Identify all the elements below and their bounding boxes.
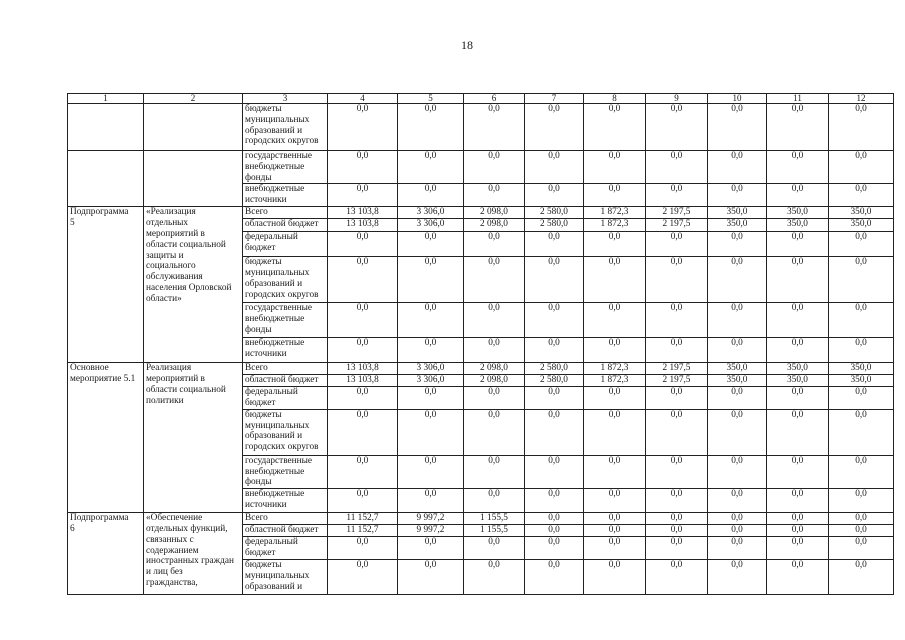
value-cell: 0,0 (646, 525, 708, 537)
value-cell: 0,0 (525, 387, 584, 410)
value-cell: 0,0 (829, 151, 894, 184)
funding-source-cell: бюджеты муниципальных образований и городских округов (243, 409, 328, 455)
value-cell: 0,0 (398, 184, 464, 207)
value-cell: 0,0 (525, 232, 584, 257)
value-cell: 0,0 (328, 232, 398, 257)
value-cell: 0,0 (708, 409, 767, 455)
value-cell: 0,0 (328, 536, 398, 559)
value-cell: 0,0 (646, 232, 708, 257)
funding-source-cell: государственные внебюджетные фонды (243, 303, 328, 338)
value-cell: 0,0 (464, 559, 525, 594)
value-cell: 0,0 (398, 409, 464, 455)
value-cell: 0,0 (525, 104, 584, 151)
value-cell: 13 103,8 (328, 363, 398, 375)
value-cell: 0,0 (646, 489, 708, 513)
value-cell: 0,0 (708, 387, 767, 410)
value-cell: 0,0 (829, 232, 894, 257)
value-cell: 3 306,0 (398, 363, 464, 375)
value-cell: 0,0 (328, 303, 398, 338)
value-cell: 0,0 (584, 455, 646, 488)
value-cell: 2 197,5 (646, 363, 708, 375)
value-cell: 0,0 (464, 536, 525, 559)
value-cell: 3 306,0 (398, 207, 464, 219)
value-cell: 0,0 (328, 104, 398, 151)
value-cell: 13 103,8 (328, 219, 398, 232)
funding-source-cell: областной бюджет (243, 525, 328, 537)
value-cell: 350,0 (767, 207, 829, 219)
value-cell: 0,0 (767, 513, 829, 525)
value-cell: 1 872,3 (584, 363, 646, 375)
value-cell: 0,0 (767, 387, 829, 410)
program-name-cell (144, 151, 243, 207)
funding-source-cell: Всего (243, 363, 328, 375)
value-cell: 0,0 (646, 513, 708, 525)
value-cell: 0,0 (464, 387, 525, 410)
value-cell: 0,0 (328, 151, 398, 184)
value-cell: 0,0 (525, 513, 584, 525)
value-cell: 0,0 (708, 513, 767, 525)
program-code-cell (68, 104, 144, 151)
budget-table (67, 93, 894, 595)
value-cell: 0,0 (525, 536, 584, 559)
value-cell: 0,0 (328, 409, 398, 455)
value-cell: 2 098,0 (464, 363, 525, 375)
value-cell: 0,0 (525, 559, 584, 594)
value-cell: 2 098,0 (464, 207, 525, 219)
funding-source-cell: бюджеты муниципальных образований и городских округов (243, 104, 328, 151)
value-cell: 0,0 (584, 257, 646, 303)
value-cell: 0,0 (708, 536, 767, 559)
value-cell: 13 103,8 (328, 375, 398, 387)
value-cell: 0,0 (398, 489, 464, 513)
column-number: 10 (708, 94, 767, 104)
value-cell: 0,0 (584, 409, 646, 455)
value-cell: 0,0 (464, 303, 525, 338)
value-cell: 0,0 (767, 559, 829, 594)
program-code-cell: Подпрограмма 6 (68, 513, 144, 595)
value-cell: 2 580,0 (525, 363, 584, 375)
value-cell: 350,0 (708, 363, 767, 375)
value-cell: 0,0 (708, 559, 767, 594)
value-cell: 0,0 (525, 338, 584, 363)
value-cell: 11 152,7 (328, 513, 398, 525)
value-cell: 0,0 (708, 151, 767, 184)
value-cell: 2 580,0 (525, 219, 584, 232)
value-cell: 0,0 (584, 489, 646, 513)
value-cell: 0,0 (646, 409, 708, 455)
value-cell: 350,0 (829, 363, 894, 375)
value-cell: 9 997,2 (398, 513, 464, 525)
funding-source-cell: государственные внебюджетные фонды (243, 455, 328, 488)
value-cell: 3 306,0 (398, 219, 464, 232)
funding-source-cell: внебюджетные источники (243, 489, 328, 513)
value-cell: 0,0 (767, 151, 829, 184)
value-cell: 0,0 (525, 184, 584, 207)
value-cell: 0,0 (525, 489, 584, 513)
value-cell: 1 872,3 (584, 219, 646, 232)
column-number: 12 (829, 94, 894, 104)
value-cell: 0,0 (829, 104, 894, 151)
value-cell: 0,0 (464, 151, 525, 184)
value-cell: 0,0 (708, 257, 767, 303)
value-cell: 9 997,2 (398, 525, 464, 537)
value-cell: 350,0 (708, 375, 767, 387)
value-cell: 2 580,0 (525, 375, 584, 387)
table-row (68, 104, 894, 151)
value-cell: 0,0 (464, 104, 525, 151)
program-code-cell (68, 151, 144, 207)
value-cell: 13 103,8 (328, 207, 398, 219)
value-cell: 350,0 (829, 207, 894, 219)
value-cell: 0,0 (767, 338, 829, 363)
value-cell: 0,0 (525, 525, 584, 537)
program-name-cell: Реализация мероприятий в области социальной политики (144, 363, 243, 513)
column-number: 7 (525, 94, 584, 104)
value-cell: 0,0 (829, 387, 894, 410)
value-cell: 0,0 (767, 536, 829, 559)
value-cell: 3 306,0 (398, 375, 464, 387)
value-cell: 0,0 (398, 151, 464, 184)
value-cell: 0,0 (525, 151, 584, 184)
value-cell: 0,0 (328, 489, 398, 513)
value-cell: 0,0 (464, 184, 525, 207)
value-cell: 0,0 (328, 338, 398, 363)
value-cell: 2 098,0 (464, 219, 525, 232)
value-cell: 1 872,3 (584, 375, 646, 387)
value-cell: 0,0 (328, 257, 398, 303)
value-cell: 0,0 (398, 257, 464, 303)
value-cell: 0,0 (584, 232, 646, 257)
value-cell: 0,0 (398, 303, 464, 338)
value-cell: 0,0 (464, 409, 525, 455)
table-header (68, 94, 894, 104)
value-cell: 350,0 (767, 375, 829, 387)
value-cell: 0,0 (708, 455, 767, 488)
value-cell: 0,0 (708, 338, 767, 363)
value-cell: 0,0 (646, 455, 708, 488)
table-row (68, 513, 894, 525)
value-cell: 0,0 (584, 513, 646, 525)
value-cell: 0,0 (646, 104, 708, 151)
value-cell: 0,0 (584, 536, 646, 559)
program-name-cell (144, 104, 243, 151)
value-cell: 0,0 (398, 104, 464, 151)
value-cell: 0,0 (767, 232, 829, 257)
value-cell: 0,0 (646, 338, 708, 363)
funding-source-cell: Всего (243, 207, 328, 219)
value-cell: 0,0 (646, 559, 708, 594)
value-cell: 0,0 (708, 489, 767, 513)
value-cell: 0,0 (767, 257, 829, 303)
value-cell: 350,0 (829, 375, 894, 387)
value-cell: 0,0 (708, 232, 767, 257)
value-cell: 0,0 (829, 536, 894, 559)
funding-source-cell: федеральный бюджет (243, 536, 328, 559)
value-cell: 2 197,5 (646, 207, 708, 219)
value-cell: 2 197,5 (646, 219, 708, 232)
value-cell: 0,0 (464, 232, 525, 257)
value-cell: 0,0 (398, 536, 464, 559)
value-cell: 0,0 (398, 338, 464, 363)
column-number: 5 (398, 94, 464, 104)
value-cell: 11 152,7 (328, 525, 398, 537)
header-row (68, 94, 894, 104)
value-cell: 0,0 (646, 151, 708, 184)
funding-source-cell: федеральный бюджет (243, 387, 328, 410)
funding-source-cell: областной бюджет (243, 219, 328, 232)
funding-source-cell: внебюджетные источники (243, 184, 328, 207)
value-cell: 0,0 (767, 489, 829, 513)
value-cell: 0,0 (525, 455, 584, 488)
column-number: 6 (464, 94, 525, 104)
value-cell: 0,0 (829, 513, 894, 525)
value-cell: 0,0 (525, 303, 584, 338)
table-row (68, 207, 894, 219)
value-cell: 2 197,5 (646, 375, 708, 387)
value-cell: 0,0 (584, 184, 646, 207)
funding-source-cell: федеральный бюджет (243, 232, 328, 257)
value-cell: 0,0 (398, 455, 464, 488)
value-cell: 0,0 (829, 525, 894, 537)
value-cell: 0,0 (464, 338, 525, 363)
column-number: 9 (646, 94, 708, 104)
value-cell: 0,0 (767, 455, 829, 488)
value-cell: 0,0 (767, 409, 829, 455)
funding-source-cell: областной бюджет (243, 375, 328, 387)
column-number: 8 (584, 94, 646, 104)
value-cell: 2 580,0 (525, 207, 584, 219)
value-cell: 0,0 (829, 184, 894, 207)
value-cell: 0,0 (767, 184, 829, 207)
value-cell: 0,0 (464, 257, 525, 303)
value-cell: 0,0 (829, 489, 894, 513)
column-number: 1 (68, 94, 144, 104)
value-cell: 0,0 (829, 559, 894, 594)
table-row (68, 151, 894, 184)
value-cell: 0,0 (646, 387, 708, 410)
value-cell: 0,0 (398, 559, 464, 594)
value-cell: 0,0 (767, 104, 829, 151)
value-cell: 0,0 (708, 104, 767, 151)
value-cell: 0,0 (708, 184, 767, 207)
value-cell: 1 155,5 (464, 513, 525, 525)
column-number: 2 (144, 94, 243, 104)
value-cell: 0,0 (328, 184, 398, 207)
table-row (68, 363, 894, 375)
value-cell: 0,0 (584, 525, 646, 537)
column-number: 11 (767, 94, 829, 104)
value-cell: 350,0 (767, 219, 829, 232)
value-cell: 0,0 (584, 559, 646, 594)
value-cell: 0,0 (829, 455, 894, 488)
value-cell: 0,0 (584, 303, 646, 338)
value-cell: 0,0 (464, 455, 525, 488)
value-cell: 0,0 (584, 151, 646, 184)
value-cell: 0,0 (646, 257, 708, 303)
value-cell: 0,0 (708, 525, 767, 537)
funding-source-cell: бюджеты муниципальных образований и (243, 559, 328, 594)
value-cell: 0,0 (328, 455, 398, 488)
value-cell: 350,0 (767, 363, 829, 375)
value-cell: 0,0 (328, 387, 398, 410)
value-cell: 0,0 (767, 303, 829, 338)
value-cell: 350,0 (829, 219, 894, 232)
value-cell: 0,0 (584, 387, 646, 410)
value-cell: 0,0 (708, 303, 767, 338)
budget-table-body (68, 104, 894, 595)
program-code-cell: Подпрограмма 5 (68, 207, 144, 363)
column-number: 3 (243, 94, 328, 104)
value-cell: 0,0 (464, 489, 525, 513)
value-cell: 0,0 (525, 257, 584, 303)
column-number: 4 (328, 94, 398, 104)
value-cell: 0,0 (646, 536, 708, 559)
value-cell: 0,0 (584, 104, 646, 151)
value-cell: 0,0 (525, 409, 584, 455)
funding-source-cell: Всего (243, 513, 328, 525)
page-number: 18 (461, 38, 473, 52)
program-code-cell: Основное мероприятие 5.1 (68, 363, 144, 513)
program-name-cell: «Реализация отдельных мероприятий в области социальной защиты и социального обслуживания населения Орловской области» (144, 207, 243, 363)
funding-source-cell: бюджеты муниципальных образований и городских округов (243, 257, 328, 303)
value-cell: 2 098,0 (464, 375, 525, 387)
value-cell: 0,0 (829, 338, 894, 363)
value-cell: 0,0 (646, 184, 708, 207)
value-cell: 1 872,3 (584, 207, 646, 219)
value-cell: 0,0 (829, 303, 894, 338)
value-cell: 0,0 (829, 409, 894, 455)
value-cell: 350,0 (708, 207, 767, 219)
value-cell: 0,0 (646, 303, 708, 338)
value-cell: 0,0 (829, 257, 894, 303)
program-name-cell: «Обеспечение отдельных функций, связанных с содержанием иностранных граждан и лиц без гражданства, (144, 513, 243, 595)
value-cell: 350,0 (708, 219, 767, 232)
value-cell: 1 155,5 (464, 525, 525, 537)
value-cell: 0,0 (398, 387, 464, 410)
value-cell: 0,0 (584, 338, 646, 363)
value-cell: 0,0 (398, 232, 464, 257)
value-cell: 0,0 (328, 559, 398, 594)
value-cell: 0,0 (767, 525, 829, 537)
funding-source-cell: государственные внебюджетные фонды (243, 151, 328, 184)
funding-source-cell: внебюджетные источники (243, 338, 328, 363)
